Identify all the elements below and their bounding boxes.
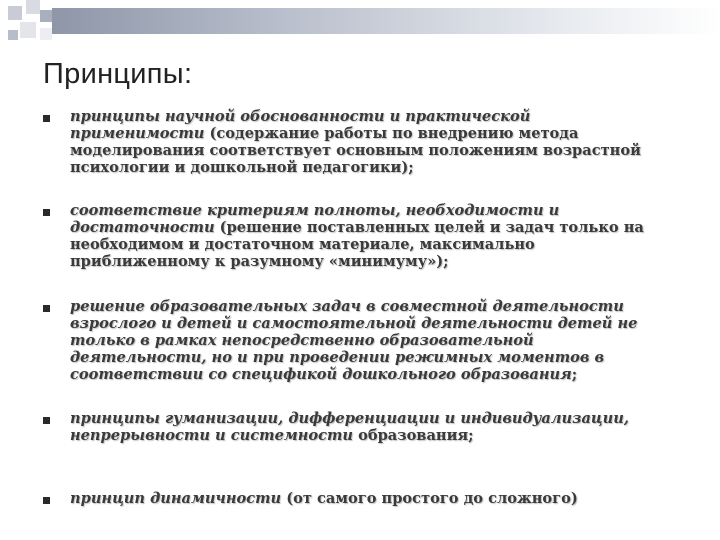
item-lead: принцип динамичности <box>70 490 282 507</box>
deco-square <box>40 28 52 40</box>
square-bullet-icon <box>43 497 50 504</box>
list-item-text <box>70 298 662 383</box>
square-bullet-icon <box>43 305 50 312</box>
item-rest: ; <box>571 366 578 383</box>
item-rest: (от самого простого до сложного) <box>281 490 578 507</box>
deco-square <box>8 6 22 20</box>
square-bullet-icon <box>43 209 50 216</box>
list-item-text <box>70 108 662 176</box>
item-lead: принципы научной обоснованности и практической применимости <box>70 108 531 142</box>
item-lead: соответствие критериям полноты, необходимости и достаточности <box>70 202 560 236</box>
deco-square <box>40 10 52 22</box>
item-lead: решение образовательных задач в совместной деятельности взрослого и детей и самостоятельной деятельности детей не только в рамках непосредственно образовательной деятельности, но и при проведении режимных моментов в соответствии со спецификой дошкольного образования <box>70 298 638 383</box>
square-bullet-icon <box>43 115 50 122</box>
list-item-text <box>70 490 662 507</box>
slide-title: Принципы: <box>43 58 193 90</box>
corner-decoration <box>0 0 720 60</box>
item-rest: образования; <box>353 427 474 444</box>
deco-square <box>8 30 18 40</box>
list-item-text <box>70 202 662 270</box>
deco-square <box>20 22 36 38</box>
deco-square <box>26 0 40 14</box>
item-lead: принципы гуманизации, дифференциации и индивидуализации, непрерывности и системности <box>70 410 629 444</box>
list-item-text <box>70 410 662 444</box>
square-bullet-icon <box>43 417 50 424</box>
item-rest: (содержание работы по внедрению метода моделирования соответствует основным положениям возрастной психологии и дошкольной педагогики); <box>70 125 641 176</box>
header-gradient-band <box>52 8 720 34</box>
item-rest: (решение поставленных целей и задач только на необходимом и достаточном материале, максимально приближенному к разумному «минимуму»); <box>70 219 644 270</box>
